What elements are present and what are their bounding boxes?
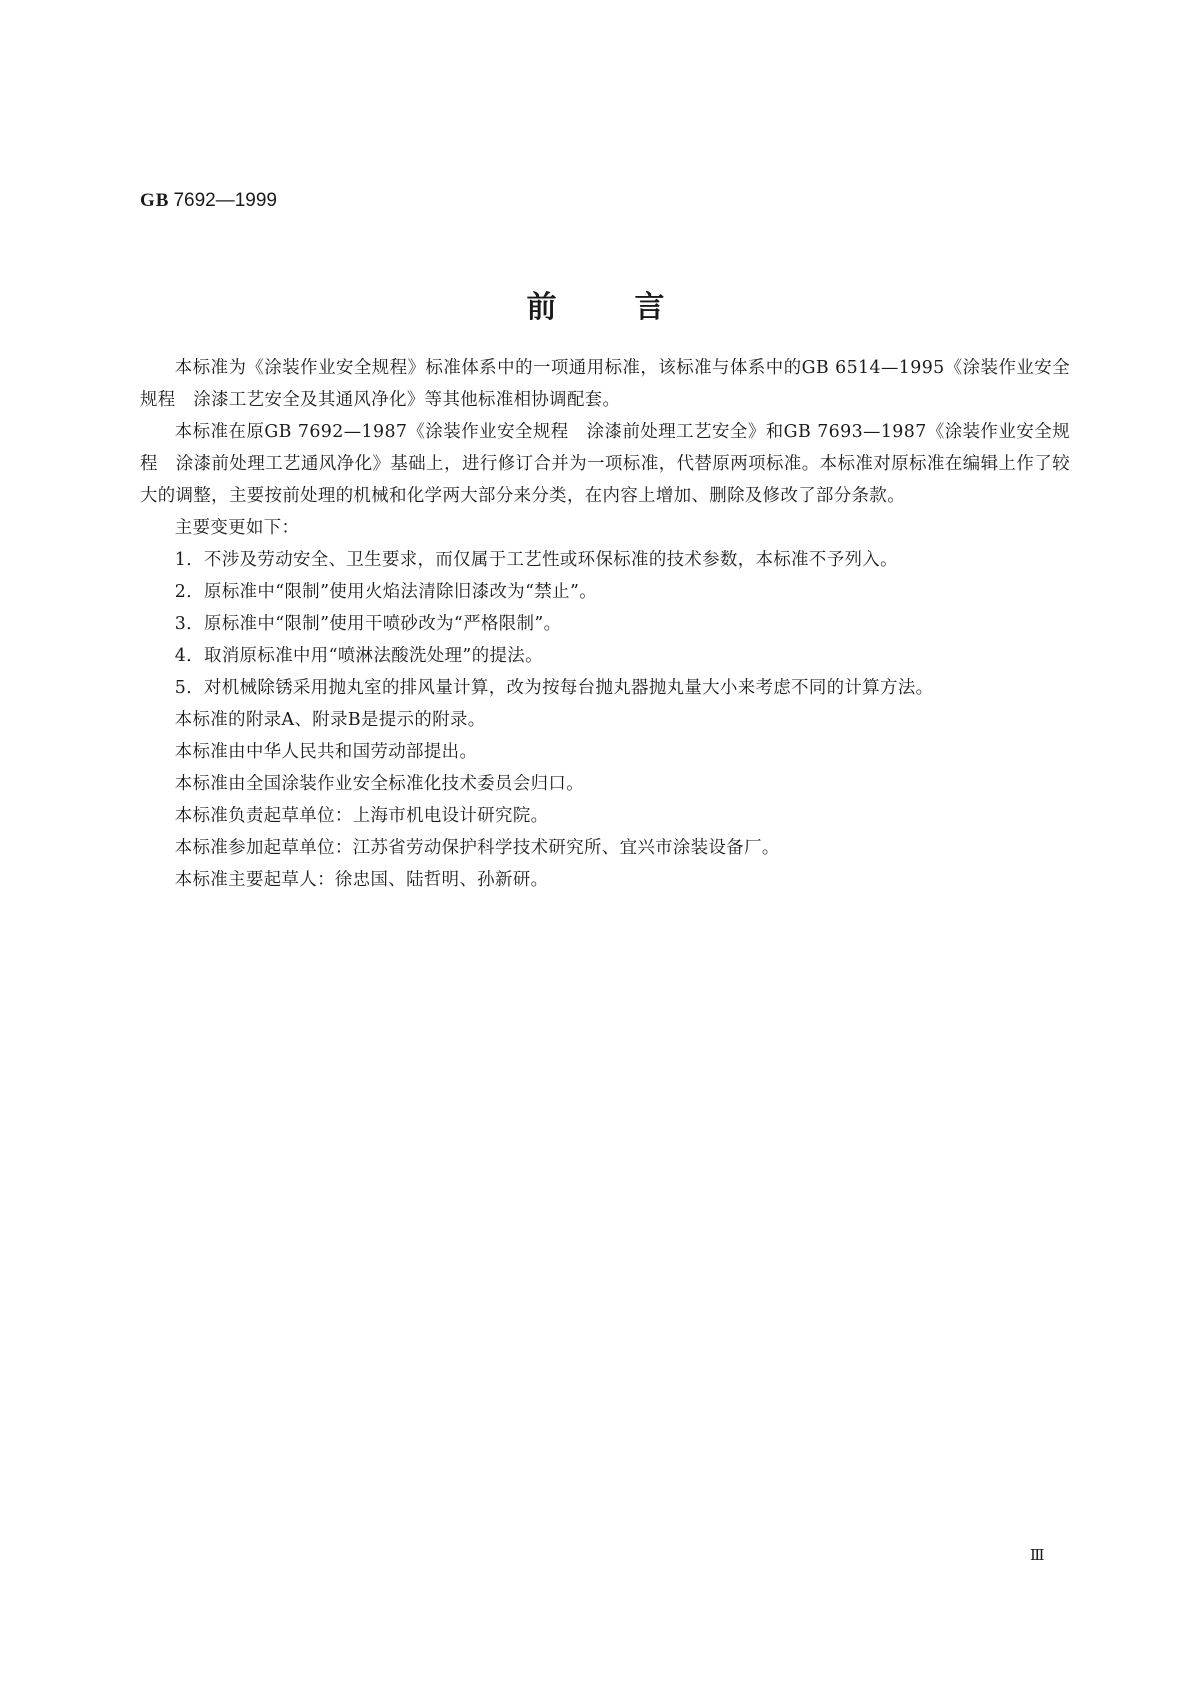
foreword-body xyxy=(140,352,1070,896)
standard-number: 7692—1999 xyxy=(173,190,277,211)
list-item: 3．原标准中“限制”使用干喷砂改为“严格限制”。 xyxy=(174,614,562,634)
list-item: 5．对机械除锈采用抛丸室的排风量计算，改为按每台抛丸器抛丸量大小来考虑不同的计算方法。 xyxy=(174,678,934,698)
paragraph: 本标准在原GB 7692—1987《涂装作业安全规程 涂漆前处理工艺安全》和GB 7693—1987《涂装作业安全规程 涂漆前处理工艺通风净化》基础上，进行修订合并为一项标准，代替原两项标准。本标准对原标准在编辑上作了较大的调整，主要按前处理的机械和化学两大部分来分类，在内容上增加、删除及修改了部分条款。 xyxy=(140,422,1070,506)
paragraph: 主要变更如下： xyxy=(174,518,300,538)
paragraph: 本标准由全国涂装作业安全标准化技术委员会归口。 xyxy=(174,774,584,794)
paragraph: 本标准的附录A、附录B是提示的附录。 xyxy=(174,710,486,730)
page-title: 前言 xyxy=(526,290,743,325)
standard-prefix: GB xyxy=(140,190,170,211)
page-number: Ⅲ xyxy=(1030,1548,1045,1564)
list-item: 4．取消原标准中用“喷淋法酸洗处理”的提法。 xyxy=(174,646,543,666)
list-item: 1．不涉及劳动安全、卫生要求，而仅属于工艺性或环保标准的技术参数，本标准不予列入。 xyxy=(174,550,898,570)
list-item: 2．原标准中“限制”使用火焰法清除旧漆改为“禁止”。 xyxy=(174,582,598,602)
document-header xyxy=(140,190,277,212)
paragraph: 本标准为《涂装作业安全规程》标准体系中的一项通用标准，该标准与体系中的GB 6514—1995《涂装作业安全规程 涂漆工艺安全及其通风净化》等其他标准相协调配套。 xyxy=(140,358,1070,410)
paragraph: 本标准负责起草单位：上海市机电设计研究院。 xyxy=(174,806,549,826)
paragraph: 本标准参加起草单位：江苏省劳动保护科学技术研究所、宜兴市涂装设备厂。 xyxy=(174,838,780,858)
paragraph: 本标准主要起草人：徐忠国、陆哲明、孙新研。 xyxy=(174,870,549,890)
paragraph: 本标准由中华人民共和国劳动部提出。 xyxy=(174,742,478,762)
